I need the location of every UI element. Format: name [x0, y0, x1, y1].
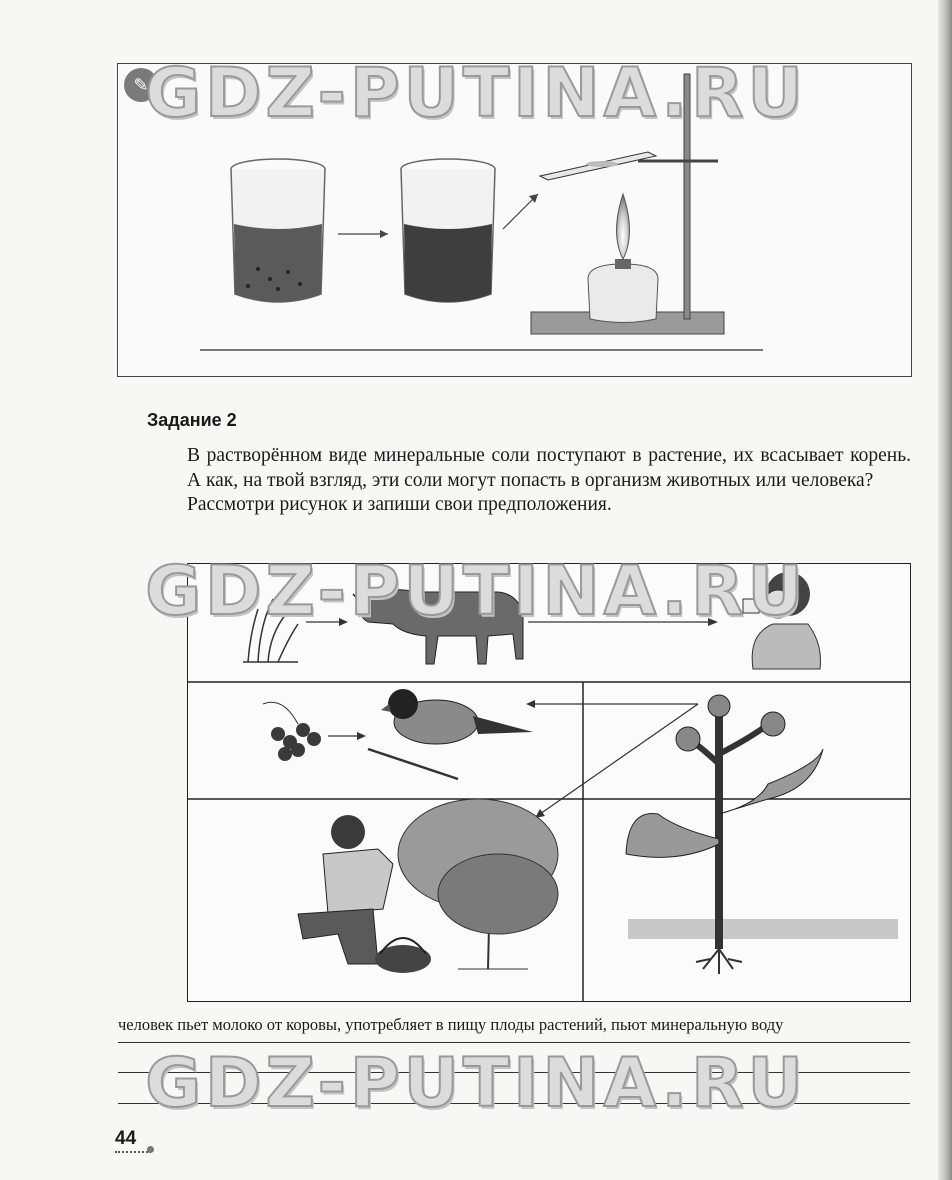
answer-text: человек пьет молоко от коровы, употребляет в пищу плоды растений, пьют минеральную воду [118, 1015, 784, 1034]
task-paragraph-1: В растворённом виде минеральные соли поступают в растение, их всасывает корень. А как, на твой взгляд, эти соли могут попасть в организм животных или человека? [187, 445, 911, 491]
berry-bush-drawing [398, 799, 558, 969]
pencil-icon: ✎ [124, 68, 158, 102]
page-number-underline [115, 1149, 151, 1153]
mineral-flow-illustration [188, 564, 910, 1001]
watermark: GDZ-PUTINA.RU [145, 552, 807, 631]
page-number-dot [147, 1146, 154, 1153]
task-text [187, 444, 911, 518]
answer-line [118, 1042, 910, 1043]
evaporation-illustration [118, 64, 911, 376]
child-drinking-drawing [743, 572, 821, 669]
task-paragraph-2: Рассмотри рисунок и запиши свои предположения. [187, 494, 612, 515]
plant-with-root-drawing [626, 695, 898, 974]
bullfinch-drawing [368, 689, 533, 779]
lab-stand-with-spirit-lamp [531, 74, 724, 334]
mineral-flow-figure [187, 563, 911, 1002]
beaker-with-solution [401, 159, 495, 302]
rowan-berries-drawing [263, 702, 321, 761]
watermark: GDZ-PUTINA.RU [145, 1044, 807, 1123]
watermark: GDZ-PUTINA.RU [145, 54, 807, 133]
answer-line [118, 1103, 910, 1104]
answer-line [118, 1072, 910, 1073]
evaporation-figure [117, 63, 912, 377]
page-edge-shadow [938, 0, 952, 1180]
cow-drawing [353, 590, 523, 664]
grass-drawing [243, 599, 298, 662]
beaker-with-sediment [231, 159, 325, 302]
page-number: 44 [115, 1128, 137, 1149]
task-title: Задание 2 [147, 410, 237, 430]
